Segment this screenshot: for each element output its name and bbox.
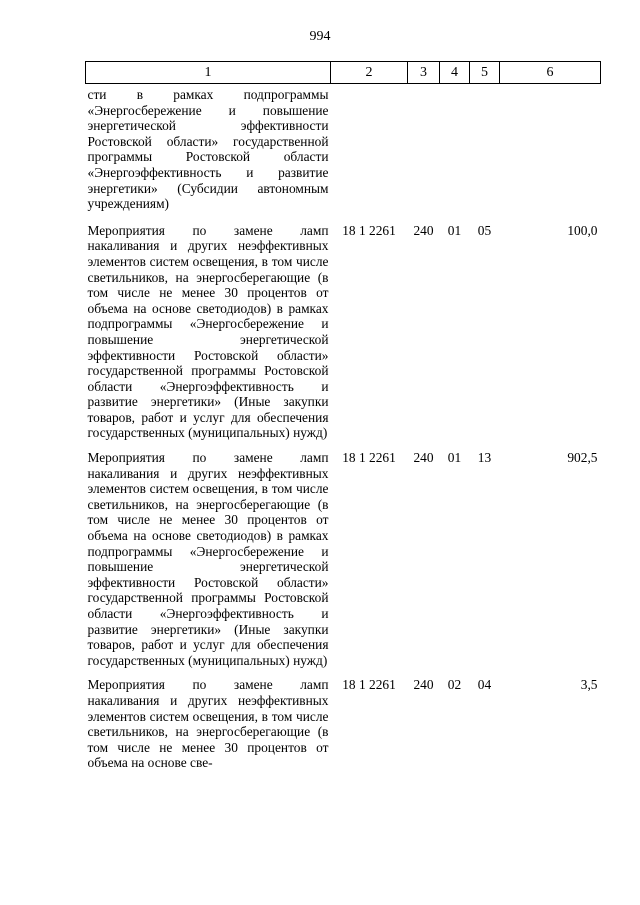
table-row <box>86 676 601 779</box>
row-expense-type: 240 <box>413 222 434 238</box>
table-header <box>86 62 601 84</box>
row-subsection: 04 <box>477 677 492 693</box>
row-target-code: 18 1 2261 <box>342 677 396 693</box>
table-row <box>86 222 601 449</box>
row-description: сти в рамках подпрограммы «Энергосбережение и повышение энергетической эффективности Ростовской области» государственной программы Ростовской области «Энергоэффективность и развитие энергетики» (Субсидии автономным учреждениям) <box>87 87 329 212</box>
row-amount: 100,0 <box>567 222 598 238</box>
column-header-description: 1 <box>86 62 331 84</box>
row-section <box>440 84 470 222</box>
row-section: 01 <box>447 222 462 238</box>
row-target-code <box>331 84 408 222</box>
column-header-type: 3 <box>408 62 440 84</box>
page-number: 994 <box>309 29 331 44</box>
row-target-code: 18 1 2261 <box>342 222 396 238</box>
row-description: Мероприятия по замене ламп накаливания и других неэффективных элементов систем освещения, в том числе светильников, на энергосберегающие (в том числе не менее 30 процентов от объема на основе светодиодов) в рамках подпрограммы «Энергосбережение и повышение энергетической эффективности Ростовской области» государственной программы Ростовской области «Энергоэффективность и развитие энергетики» (Иные закупки товаров, работ и услуг для обеспечения государственных (муниципальных) нужд) <box>87 222 329 441</box>
row-expense-type <box>408 84 440 222</box>
row-description: Мероприятия по замене ламп накаливания и других неэффективных элементов систем освещения, в том числе светильников, на энергосберегающие (в том числе не менее 30 процентов от объема на основе светодиодов) в рамках подпрограммы «Энергосбережение и повышение энергетической эффективности Ростовской области» государственной программы Ростовской области «Энергоэффективность и развитие энергетики» (Иные закупки товаров, работ и услуг для обеспечения государственных (муниципальных) нужд) <box>87 450 329 668</box>
column-header-section: 4 <box>440 62 470 84</box>
row-amount <box>500 84 601 222</box>
row-subsection: 13 <box>477 450 492 466</box>
column-header-subsection: 5 <box>470 62 500 84</box>
row-section: 01 <box>447 450 462 466</box>
row-expense-type: 240 <box>413 677 434 693</box>
row-amount: 3,5 <box>580 677 598 693</box>
column-header-target: 2 <box>331 62 408 84</box>
table-body <box>86 84 601 779</box>
row-description: Мероприятия по замене ламп накаливания и других неэффективных элементов систем освещения, в том числе светильников, на энергосберегающие (в том числе не менее 30 процентов от объема на основе све- <box>87 677 329 771</box>
column-header-amount: 6 <box>500 62 601 84</box>
row-expense-type: 240 <box>413 450 434 466</box>
row-section: 02 <box>447 677 462 693</box>
row-subsection <box>470 84 500 222</box>
row-amount: 902,5 <box>567 450 598 466</box>
header-row <box>86 62 601 84</box>
table-row <box>86 84 601 222</box>
budget-table <box>85 61 601 779</box>
table-row <box>86 449 601 676</box>
row-target-code: 18 1 2261 <box>342 450 396 466</box>
row-subsection: 05 <box>477 222 492 238</box>
